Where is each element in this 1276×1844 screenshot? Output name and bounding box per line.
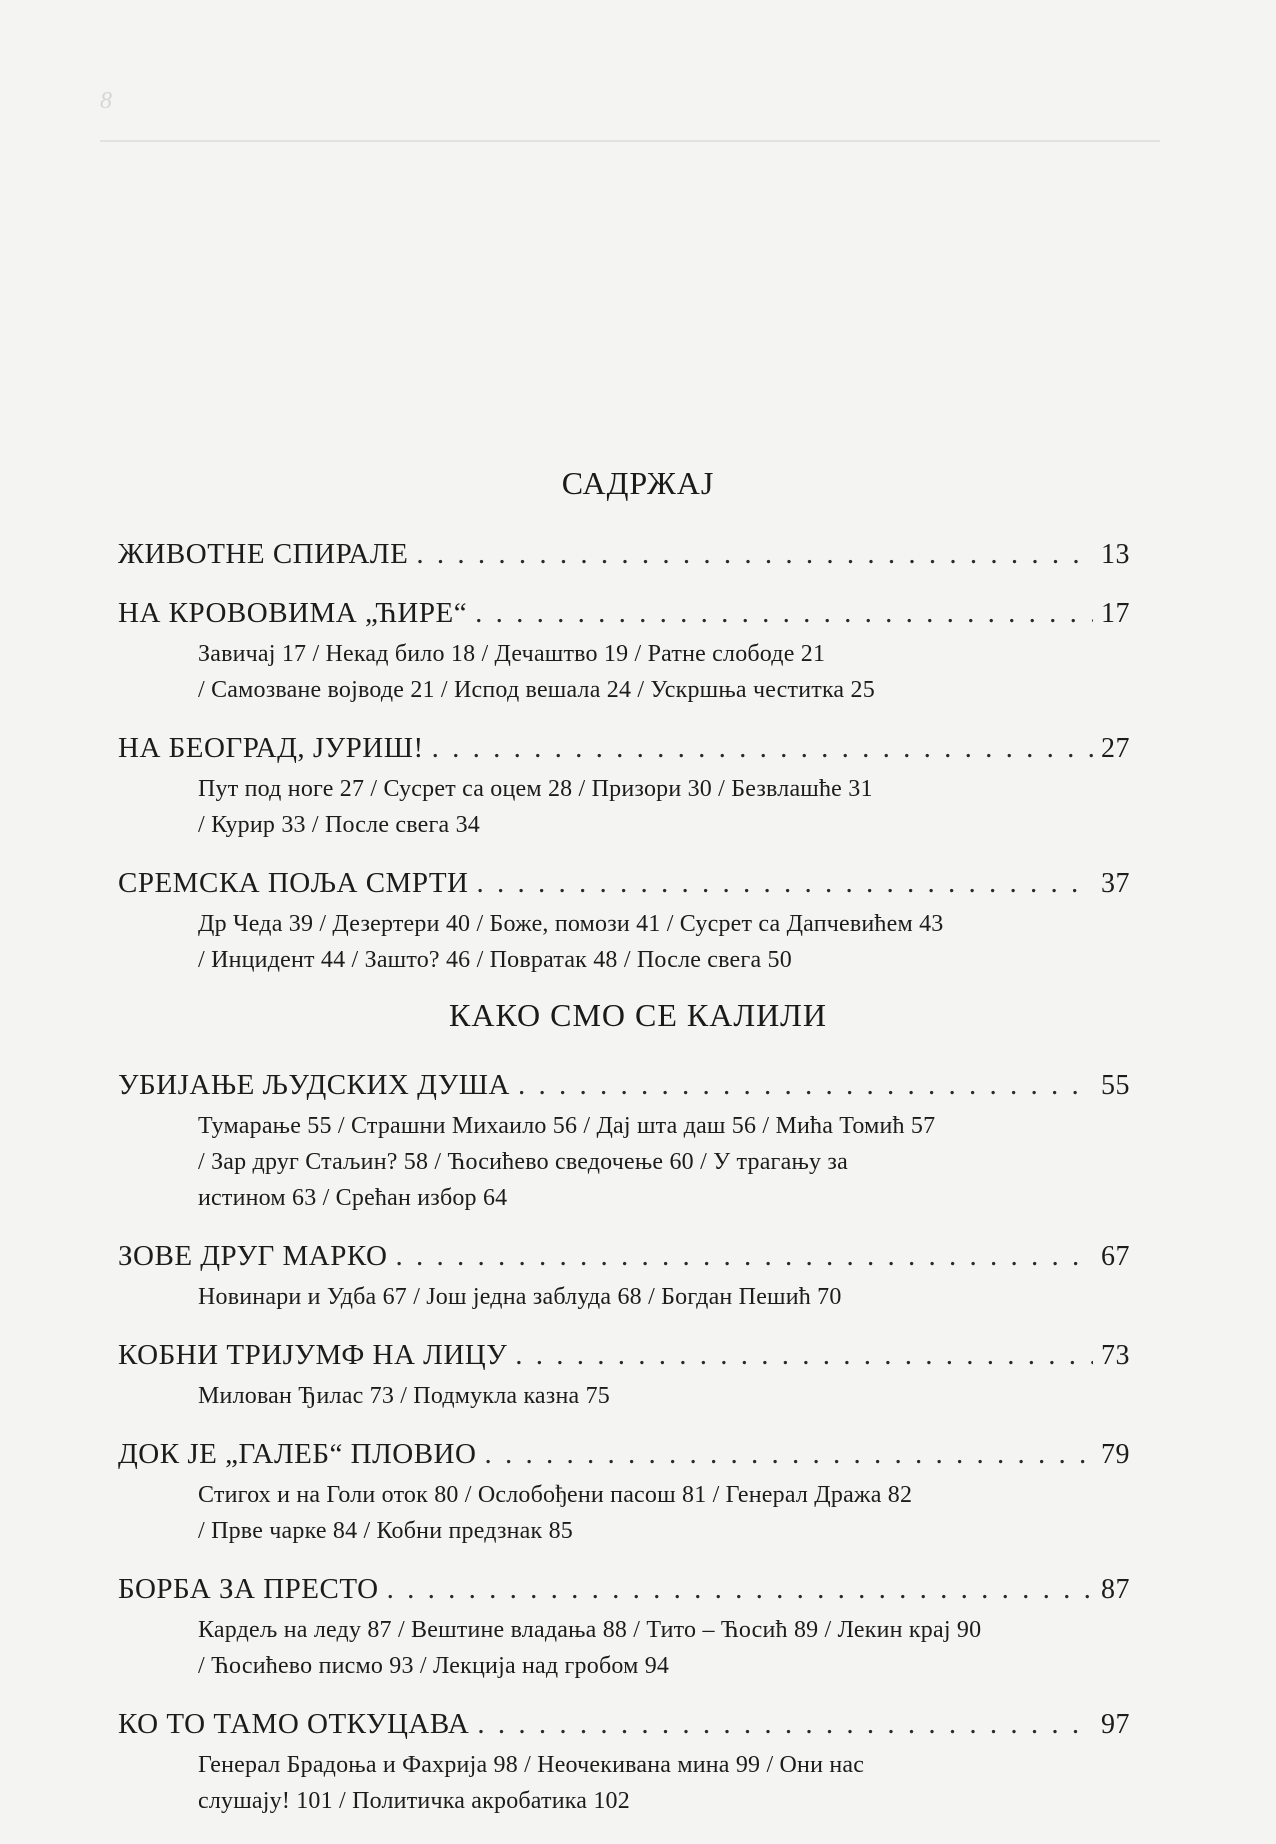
toc-entry [118, 1337, 1130, 1414]
chapter-title: ЖИВОТНЕ СПИРАЛЕ [118, 538, 409, 570]
subchapter-line: / Курир 33 / После свега 34 [198, 812, 480, 838]
chapter-page-number: 37 [1101, 868, 1130, 899]
chapter-title: БОРБА ЗА ПРЕСТО [118, 1573, 379, 1605]
toc-entry [118, 730, 1130, 843]
toc-entry [118, 1436, 1130, 1549]
chapter-line [118, 1706, 1130, 1743]
subchapter-list [198, 1108, 1078, 1216]
subchapter-line: / Ћосићево писмо 93 / Лекција над гробом 94 [198, 1653, 670, 1679]
subchapter-line: / Зар друг Стаљин? 58 / Ћосићево сведочење 60 / У трагању за [198, 1149, 848, 1175]
chapter-line [118, 865, 1130, 902]
subchapter-list [198, 906, 1078, 978]
chapter-line [118, 1337, 1130, 1374]
chapter-title: НА БЕОГРАД, ЈУРИШ! [118, 732, 424, 764]
subchapter-line: Пут под ноге 27 / Сусрет са оцем 28 / Призори 30 / Безвлашће 31 [198, 776, 873, 802]
chapter-page-number: 87 [1101, 1574, 1130, 1605]
chapter-title: СРЕМСКА ПОЉА СМРТИ [118, 867, 469, 899]
dot-leader [432, 730, 1093, 766]
subchapter-line: Милован Ђилас 73 / Подмукла казна 75 [198, 1383, 610, 1409]
show-through-page-number: 8 [100, 88, 112, 114]
toc-entry [118, 595, 1130, 708]
dot-leader [477, 1706, 1093, 1742]
chapter-page-number: 17 [1101, 598, 1130, 629]
subchapter-list [198, 636, 1078, 708]
section-heading: САДРЖАЈ [561, 465, 715, 501]
dot-leader [475, 595, 1093, 631]
subchapter-line: Др Чеда 39 / Дезертери 40 / Боже, помози 41 / Сусрет са Дапчевићем 43 [198, 911, 944, 937]
chapter-title: УБИЈАЊЕ ЉУДСКИХ ДУША [118, 1069, 510, 1101]
toc-entry [118, 1571, 1130, 1684]
chapter-line [118, 595, 1130, 632]
toc-entry [118, 1238, 1130, 1315]
chapter-title: ЗОВЕ ДРУГ МАРКО [118, 1240, 388, 1272]
chapter-line [118, 1571, 1130, 1608]
dot-leader [477, 865, 1094, 901]
toc-entry [118, 1067, 1130, 1216]
chapter-title: НА КРОВОВИМА „ЋИРЕ“ [118, 597, 468, 629]
chapter-line [118, 1436, 1130, 1473]
toc-entry [118, 865, 1130, 978]
subchapter-line: слушају! 101 / Политичка акробатика 102 [198, 1788, 630, 1814]
subchapter-line: / Прве чарке 84 / Кобни предзнак 85 [198, 1518, 573, 1544]
chapter-page-number: 97 [1101, 1709, 1130, 1740]
chapter-title: КОБНИ ТРИЈУМФ НА ЛИЦУ [118, 1339, 508, 1371]
subchapter-list [198, 1747, 1078, 1819]
dot-leader [484, 1436, 1093, 1472]
toc-entry [118, 536, 1130, 573]
toc-entry [118, 1706, 1130, 1819]
dot-leader [518, 1067, 1093, 1103]
chapter-page-number: 55 [1101, 1070, 1130, 1101]
subchapter-list [198, 1378, 1078, 1414]
chapter-page-number: 13 [1101, 539, 1130, 570]
chapter-title: КО ТО ТАМО ОТКУЦАВА [118, 1708, 470, 1740]
chapter-line [118, 536, 1130, 573]
toc-list [118, 536, 1130, 1000]
subchapter-line: Завичај 17 / Некад било 18 / Дечаштво 19 / Ратне слободе 21 [198, 641, 826, 667]
chapter-page-number: 73 [1101, 1340, 1130, 1371]
subchapter-line: Генерал Брадоња и Фахрија 98 / Неочекивана мина 99 / Они нас [198, 1752, 865, 1778]
dot-leader [416, 536, 1093, 572]
chapter-page-number: 79 [1101, 1439, 1130, 1470]
section-heading: КАКО СМО СЕ КАЛИЛИ [449, 997, 827, 1033]
subchapter-list [198, 771, 1078, 843]
chapter-line [118, 1238, 1130, 1275]
subchapter-list [198, 1279, 1078, 1315]
dot-leader [395, 1238, 1093, 1274]
subchapter-list [198, 1612, 1078, 1684]
chapter-page-number: 27 [1101, 733, 1130, 764]
chapter-line [118, 730, 1130, 767]
chapter-title: ДОК ЈЕ „ГАЛЕБ“ ПЛОВИО [118, 1438, 477, 1470]
dot-leader [515, 1337, 1093, 1373]
subchapter-line: / Самозване војводе 21 / Испод вешала 24 / Ускршња честитка 25 [198, 677, 875, 703]
subchapter-line: Тумарање 55 / Страшни Михаило 56 / Дај шта даш 56 / Мића Томић 57 [198, 1113, 936, 1139]
chapter-line [118, 1067, 1130, 1104]
dot-leader [387, 1571, 1093, 1607]
chapter-page-number: 67 [1101, 1241, 1130, 1272]
toc-list [118, 1067, 1130, 1841]
subchapter-list [198, 1477, 1078, 1549]
subchapter-line: Новинари и Удба 67 / Још једна заблуда 68 / Богдан Пешић 70 [198, 1284, 842, 1310]
subchapter-line: Стигох и на Голи оток 80 / Ослобођени пасош 81 / Генерал Дража 82 [198, 1482, 913, 1508]
subchapter-line: / Инцидент 44 / Зашто? 46 / Повратак 48 / После свега 50 [198, 947, 792, 973]
subchapter-line: истином 63 / Срећан избор 64 [198, 1185, 508, 1211]
subchapter-line: Кардељ на леду 87 / Вештине владања 88 / Тито – Ћосић 89 / Лекин крај 90 [198, 1617, 982, 1643]
